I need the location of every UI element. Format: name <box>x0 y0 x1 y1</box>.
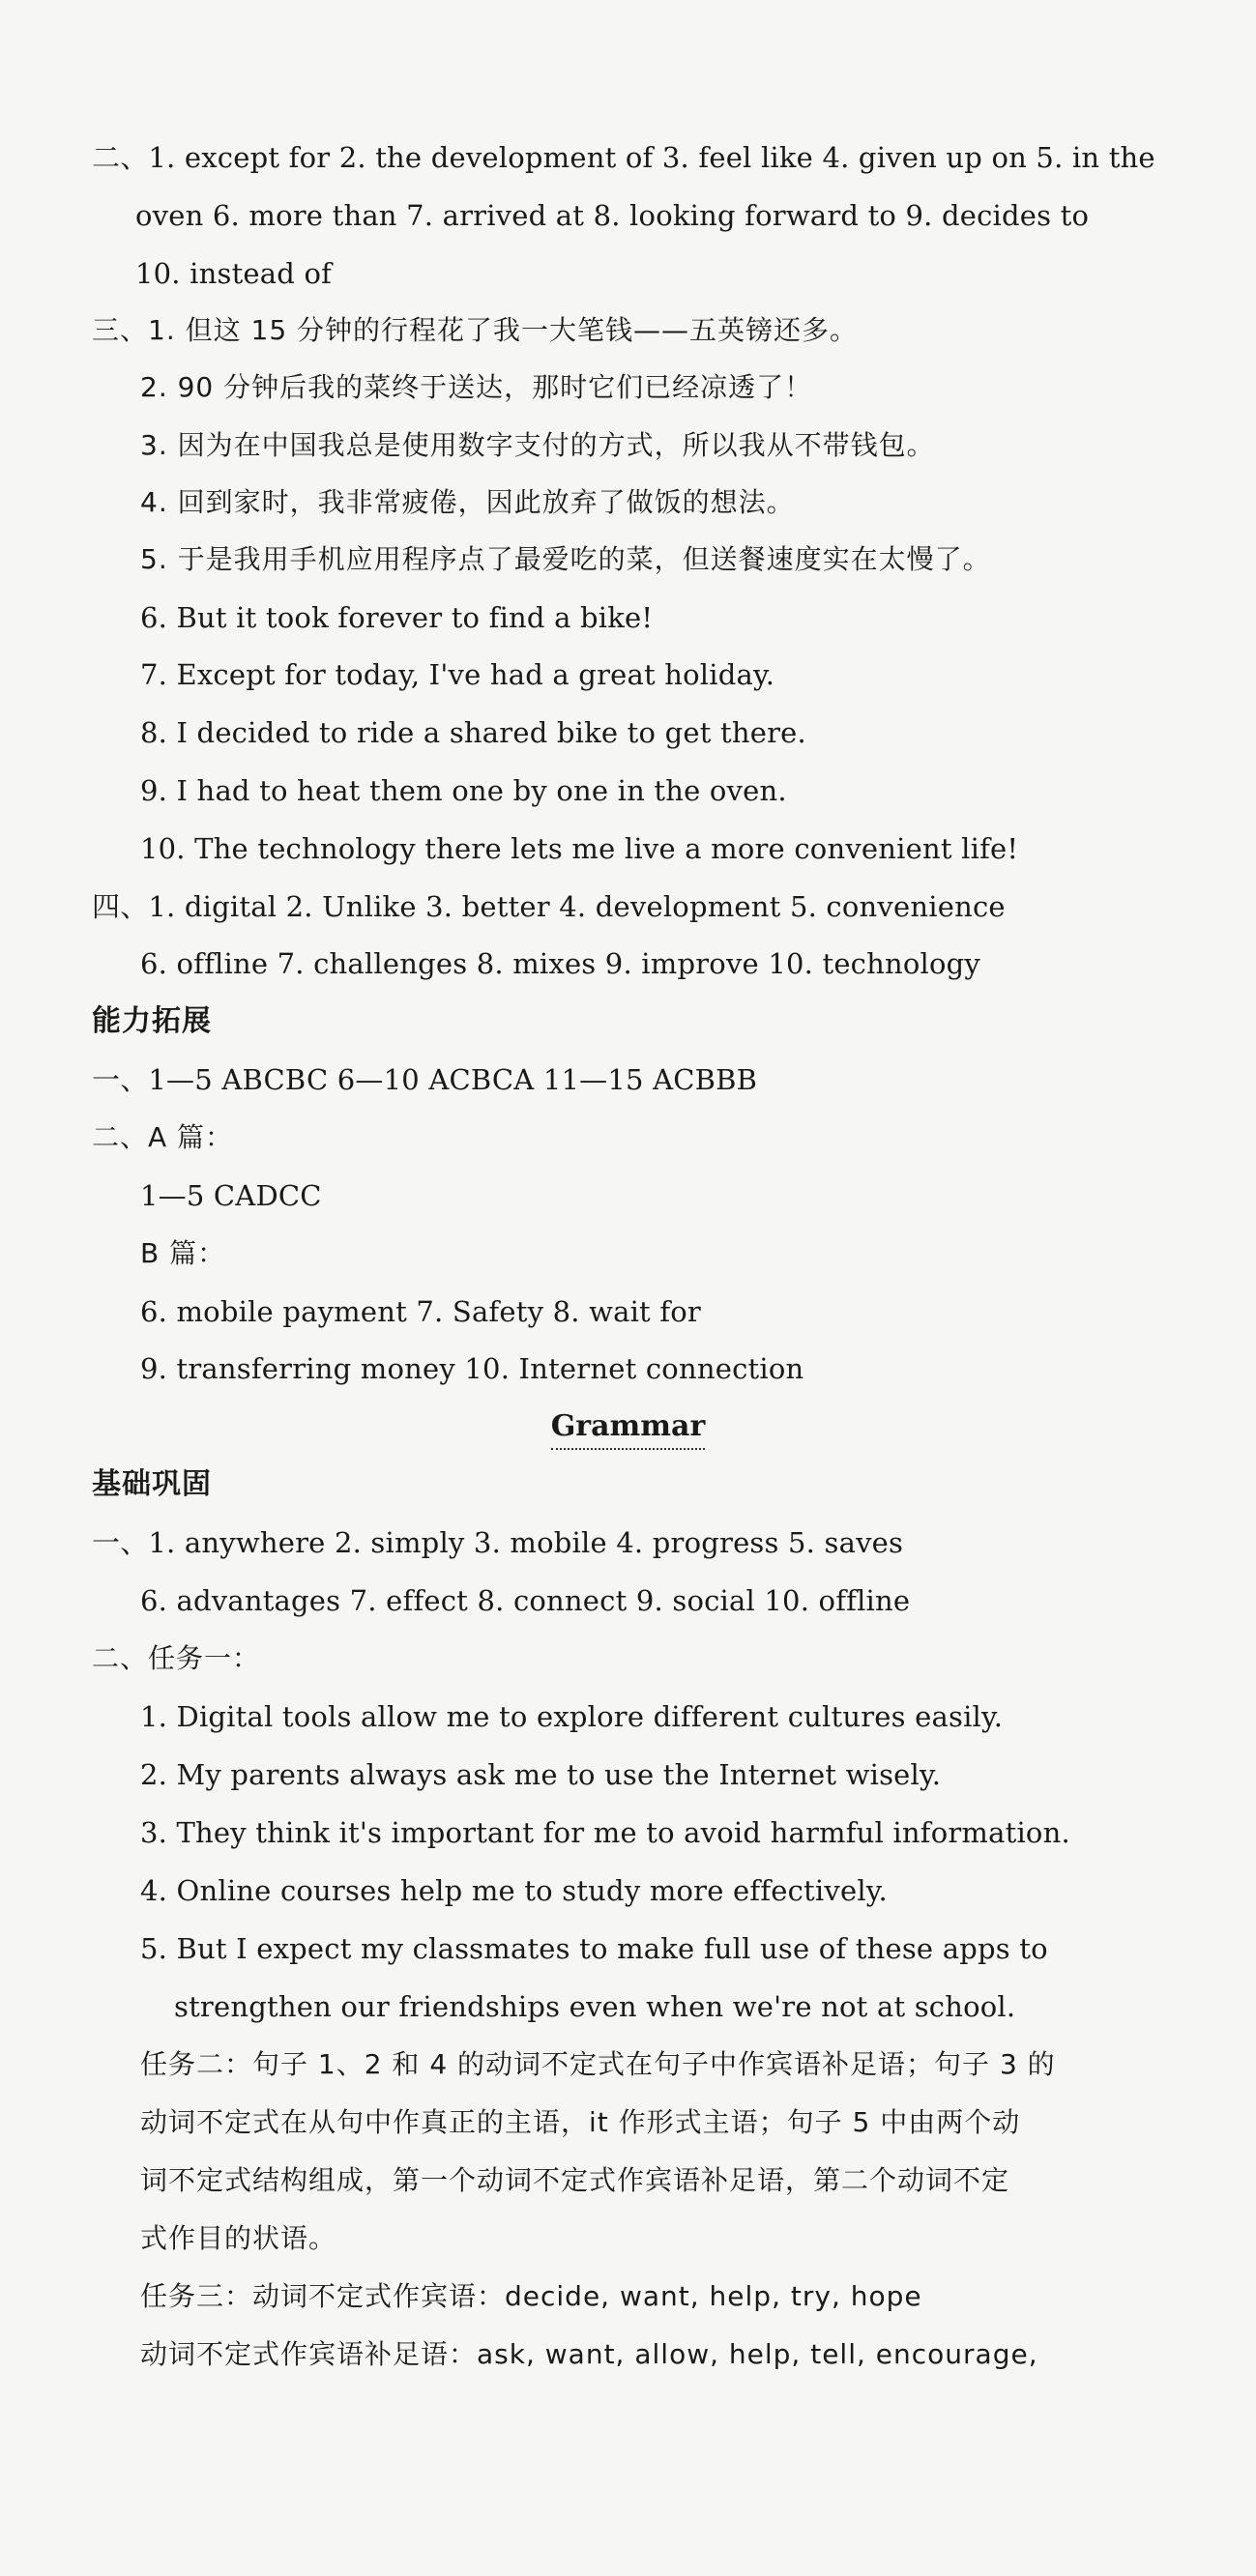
task2-line-1: 任务二：句子 1、2 和 4 的动词不定式在句子中作宾语补足语；句子 3 的 <box>140 2048 1056 2080</box>
section2-line3: 10. instead of <box>135 257 333 290</box>
section3-item-7: 7. Except for today, I've had a great holiday. <box>140 658 775 691</box>
ability-line2: 二、A 篇： <box>92 1121 234 1153</box>
section3-item-3: 3. 因为在中国我总是使用数字支付的方式，所以我从不带钱包。 <box>140 429 935 461</box>
ability-line5: 6. mobile payment 7. Safety 8. wait for <box>140 1295 701 1328</box>
task1-item-2: 2. My parents always ask me to use the Internet wisely. <box>140 1758 942 1791</box>
task1-item-3: 3. They think it's important for me to avoid harmful information. <box>140 1816 1070 1849</box>
grammar-title <box>0 1407 1256 1450</box>
ability-line3: 1—5 CADCC <box>140 1179 322 1212</box>
section3-item-4: 4. 回到家时，我非常疲倦，因此放弃了做饭的想法。 <box>140 486 795 518</box>
section3-item-6: 6. But it took forever to find a bike! <box>140 601 654 634</box>
section2-line2: oven 6. more than 7. arrived at 8. looking forward to 9. decides to <box>135 199 1090 232</box>
section3-item-8: 8. I decided to ride a shared bike to get there. <box>140 716 806 749</box>
task2-line-2: 动词不定式在从句中作真正的主语，it 作形式主语；句子 5 中由两个动 <box>140 2106 1021 2138</box>
task1-item-5: 5. But I expect my classmates to make full use of these apps to <box>140 1932 1048 1965</box>
task1-item-1: 1. Digital tools allow me to explore different cultures easily. <box>140 1700 1004 1733</box>
grammar-line2: 6. advantages 7. effect 8. connect 9. social 10. offline <box>140 1584 911 1617</box>
section3-item-2: 2. 90 分钟后我的菜终于送达，那时它们已经凉透了！ <box>140 371 813 403</box>
ability-line6: 9. transferring money 10. Internet connection <box>140 1352 804 1385</box>
section4-line1: 四、1. digital 2. Unlike 3. better 4. development 5. convenience <box>92 890 1006 923</box>
task3-line-2: 动词不定式作宾语补足语：ask, want, allow, help, tell, encourage, <box>140 2338 1038 2370</box>
section2-line1: 二、1. except for 2. the development of 3. feel like 4. given up on 5. in the <box>92 141 1155 174</box>
grammar-title-text: Grammar <box>551 1407 706 1450</box>
task2-line-4: 式作目的状语。 <box>140 2222 337 2254</box>
section3-item-9: 9. I had to heat them one by one in the oven. <box>140 774 787 807</box>
task3-line-1: 任务三：动词不定式作宾语：decide, want, help, try, hope <box>140 2280 922 2312</box>
task1-label: 二、任务一： <box>92 1642 261 1674</box>
grammar-line1: 一、1. anywhere 2. simply 3. mobile 4. progress 5. saves <box>92 1526 904 1559</box>
section4-line2: 6. offline 7. challenges 8. mixes 9. improve 10. technology <box>140 947 981 980</box>
ability-line1: 一、1—5 ABCBC 6—10 ACBCA 11—15 ACBBB <box>92 1063 758 1096</box>
section3-item-10: 10. The technology there lets me live a more convenient life! <box>140 832 1019 865</box>
task1-item-4: 4. Online courses help me to study more effectively. <box>140 1874 888 1907</box>
ability-line4: B 篇： <box>140 1237 226 1269</box>
section3-item-1: 三、1. 但这 15 分钟的行程花了我一大笔钱——五英镑还多。 <box>92 314 859 346</box>
ability-heading: 能力拓展 <box>92 1004 212 1038</box>
task2-line-3: 词不定式结构组成，第一个动词不定式作宾语补足语，第二个动词不定 <box>140 2164 1010 2196</box>
grammar-heading: 基础巩固 <box>92 1467 212 1501</box>
section3-item-5: 5. 于是我用手机应用程序点了最爱吃的菜，但送餐速度实在太慢了。 <box>140 543 991 575</box>
task1-item-5-cont: strengthen our friendships even when we're not at school. <box>174 1990 1016 2023</box>
